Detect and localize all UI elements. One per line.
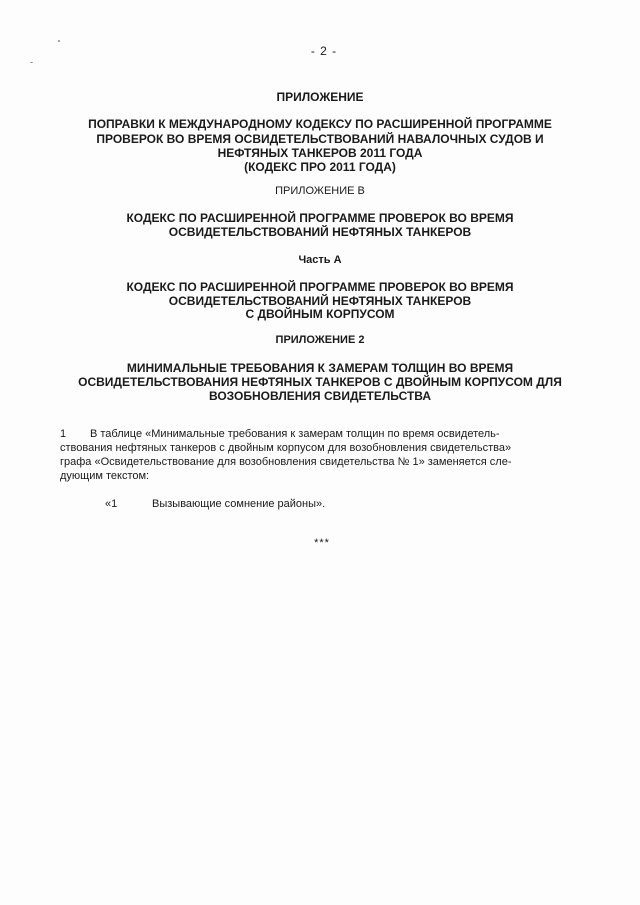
paragraph-line-2: ствования нефтяных танкеров с двойным корпусом для возобновления свидетельства» [60, 442, 512, 454]
requirements-title-line-2: ОСВИДЕТЕЛЬСТВОВАНИЯ НЕФТЯНЫХ ТАНКЕРОВ С ДВОЙНЫМ КОРПУСОМ ДЛЯ [78, 375, 562, 389]
part-title-line-1: КОДЕКС ПО РАСШИРЕННОЙ ПРОГРАММЕ ПРОВЕРОК ВО ВРЕМЯ [126, 280, 514, 294]
part-label: Часть А [298, 254, 342, 266]
quote-number: «1 [105, 498, 118, 510]
amendments-title-line-4: (КОДЕКС ПРО 2011 ГОДА) [244, 160, 396, 174]
amendments-title-line-1: ПОПРАВКИ К МЕЖДУНАРОДНОМУ КОДЕКСУ ПО РАСШИРЕННОЙ ПРОГРАММЕ [88, 117, 552, 131]
scan-speck [58, 40, 60, 42]
annex-title: ПРИЛОЖЕНИЕ [276, 90, 364, 104]
code-title-line-1: КОДЕКС ПО РАСШИРЕННОЙ ПРОГРАММЕ ПРОВЕРОК ВО ВРЕМЯ [126, 211, 514, 225]
annex-b-label: ПРИЛОЖЕНИЕ В [275, 185, 365, 197]
part-title-line-2: ОСВИДЕТЕЛЬСТВОВАНИЙ НЕФТЯНЫХ ТАНКЕРОВ [168, 294, 472, 308]
page-number: - 2 - [310, 44, 338, 58]
amendments-title-line-3: НЕФТЯНЫХ ТАНКЕРОВ 2011 ГОДА [217, 146, 423, 160]
requirements-title-line-1: МИНИМАЛЬНЫЕ ТРЕБОВАНИЯ К ЗАМЕРАМ ТОЛЩИН ВО ВРЕМЯ [126, 361, 514, 375]
paragraph-line-4: дующим текстом: [60, 470, 150, 482]
quote-text: Вызывающие сомнение районы». [152, 498, 326, 510]
paragraph-line-3: графа «Освидетельствование для возобновления свидетельства № 1» заменяется сле- [60, 456, 512, 468]
paragraph-number: 1 [60, 428, 67, 440]
part-title-line-3: С ДВОЙНЫМ КОРПУСОМ [245, 307, 395, 321]
paragraph-line-1: В таблице «Минимальные требования к замерам толщин по время освидетель- [90, 428, 500, 440]
scan-speck [30, 62, 33, 63]
requirements-title-line-3: ВОЗОБНОВЛЕНИЯ СВИДЕТЕЛЬСТВА [208, 389, 432, 403]
amendments-title-line-2: ПРОВЕРОК ВО ВРЕМЯ ОСВИДЕТЕЛЬСТВОВАНИЙ НАВАЛОЧНЫХ СУДОВ И [96, 132, 544, 146]
code-title-line-2: ОСВИДЕТЕЛЬСТВОВАНИЙ НЕФТЯНЫХ ТАНКЕРОВ [168, 225, 472, 239]
end-mark: *** [314, 537, 330, 549]
annex-2-label: ПРИЛОЖЕНИЕ 2 [275, 334, 365, 346]
